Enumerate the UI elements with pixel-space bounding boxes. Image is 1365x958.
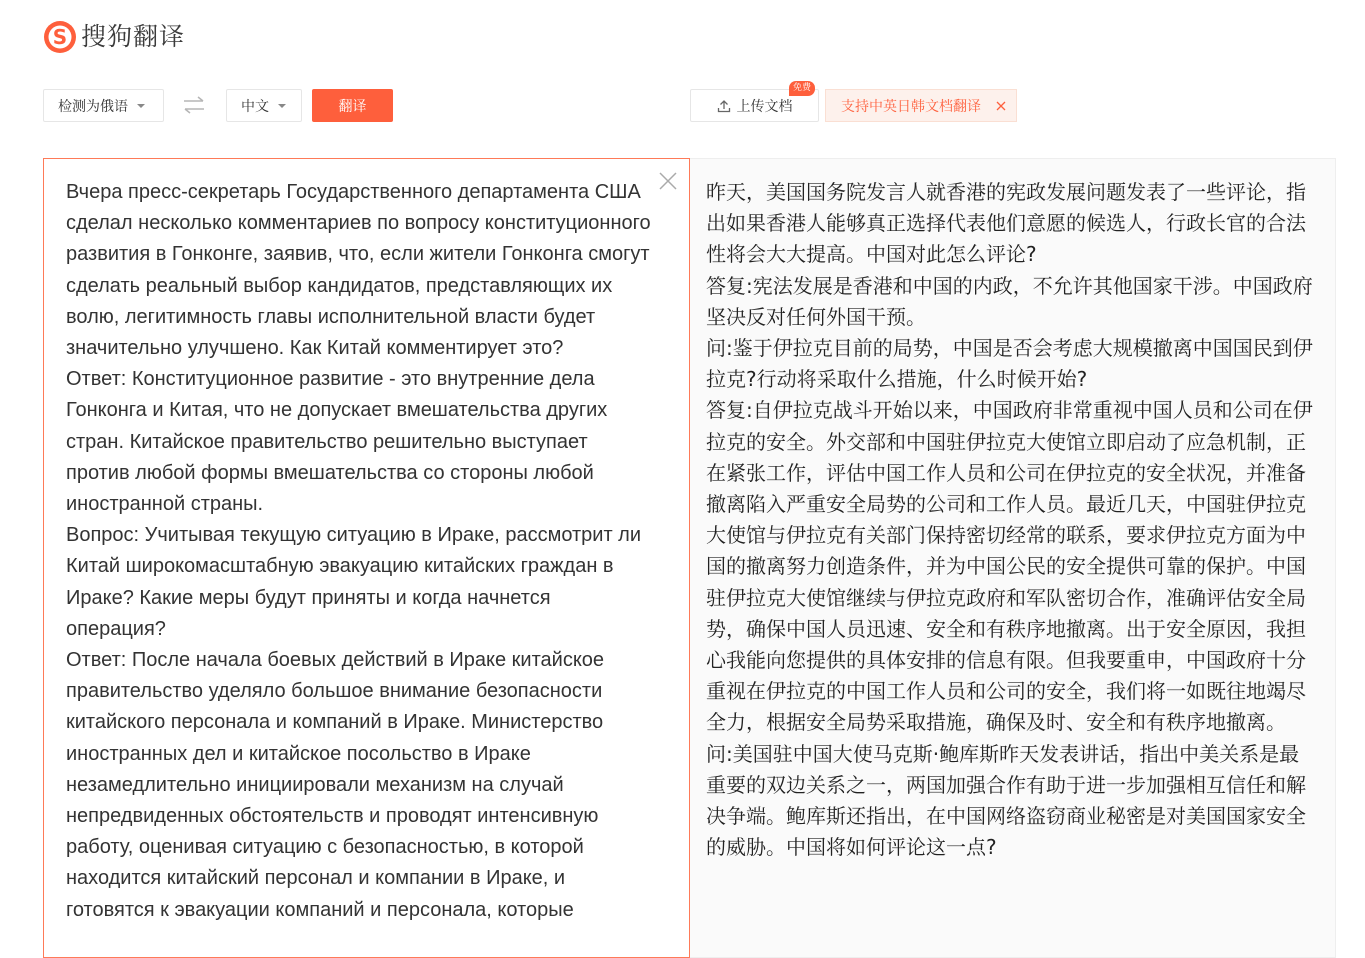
upload-icon — [717, 99, 731, 113]
chevron-down-icon — [278, 104, 286, 108]
translate-button[interactable]: 翻译 — [312, 89, 393, 122]
upload-label: 上传文档 — [736, 98, 793, 115]
source-language-label: 检测为俄语 — [58, 98, 128, 115]
document-translation-promo[interactable] — [825, 89, 1017, 122]
source-textarea[interactable]: Вчера пресс-секретарь Государственного департамента США сделал несколько комментариев по вопросу конституционного развития в Гонконге, заявив, что, если жители Гонконга смогут сделать реальный выбор кандидатов, представляющих их волю, легитимность главы исполнительной власти будет значительно улучшено. Как Китай комментирует это? Ответ: Конституционное развитие - это внутренние дела Гонконга и Китая, что не допускает вмешательства других стран. Китайское правительство решительно выступает против любой формы вмешательства со стороны любой иностранной страны. Вопрос: Учитывая текущую ситуацию в Ираке, рассмотрит ли Китай широкомасштабную эвакуацию китайских граждан в Ираке? Какие меры будут приняты и когда начнется операция? Ответ: После начала боевых действий в Ираке китайское правительство уделяло большое внимание безопасности китайского персонала и компаний в Ираке. Министерство иностранных дел и китайское посольство в Ираке незамедлительно инициировали механизм на случай непредвиденных обстоятельств и проводят интенсивную работу, оценивая ситуацию с безопасностью, в которой находится китайский персонал и компании в Ираке, и готовятся к эвакуации компаний и персонала, которые — [66, 181, 651, 921]
chevron-down-icon — [137, 104, 145, 108]
sogou-logo-icon — [43, 20, 77, 54]
free-badge: 免费 — [789, 81, 815, 96]
swap-arrows-icon[interactable] — [182, 95, 206, 115]
clear-icon[interactable] — [658, 171, 678, 191]
promo-text: 支持中英日韩文档翻译 — [841, 98, 981, 115]
target-language-select[interactable] — [226, 89, 302, 122]
logo-text: 搜狗翻译 — [81, 22, 186, 51]
svg-text:S: S — [52, 25, 68, 49]
translation-result-text: 昨天，美国国务院发言人就香港的宪政发展问题发表了一些评论，指出如果香港人能够真正选择代表他们意愿的候选人，行政长官的合法性将会大大提高。中国对此怎么评论? 答复:宪法发展是香港和中国的内政，不允许其他国家干涉。中国政府坚决反对任何外国干预。 问:鉴于伊拉克目前的局势，中国是否会考虑大规模撤离中国国民到伊拉克?行动将采取什么措施，什么时候开始? 答复:自伊拉克战斗开始以来，中国政府非常重视中国人员和公司在伊拉克的安全。外交部和中国驻伊拉克大使馆立即启动了应急机制，正在紧张工作，评估中国工作人员和公司在伊拉克的安全状况，并准备撤离陷入严重安全局势的公司和工作人员。最近几天，中国驻伊拉克大使馆与伊拉克有关部门保持密切经常的联系，要求伊拉克方面为中国的撤离努力创造条件，并为中国公民的安全提供可靠的保护。中国驻伊拉克大使馆继续与伊拉克政府和军队密切合作，准确评估安全局势，确保中国人员迅速、安全和有秩序地撤离。出于安全原因，我担心我能向您提供的具体安排的信息有限。但我要重申，中国政府十分重视在伊拉克的中国工作人员和公司的安全，我们将一如既往地竭尽全力，根据安全局势采取措施，确保及时、安全和有秩序地撤离。 问:美国驻中国大使马克斯·鲍库斯昨天发表讲话，指出中美关系是最重要的双边关系之一，两国加强合作有助于进一步加强相互信任和解决争端。鲍库斯还指出，在中国网络盗窃商业秘密是对美国国家安全的威胁。中国将如何评论这一点? — [706, 180, 1313, 860]
close-icon[interactable] — [994, 99, 1008, 113]
sogou-logo[interactable] — [43, 20, 185, 54]
source-text-panel[interactable] — [43, 158, 690, 958]
translation-result-panel — [690, 158, 1336, 958]
target-language-label: 中文 — [241, 98, 269, 115]
source-language-select[interactable] — [43, 89, 164, 122]
